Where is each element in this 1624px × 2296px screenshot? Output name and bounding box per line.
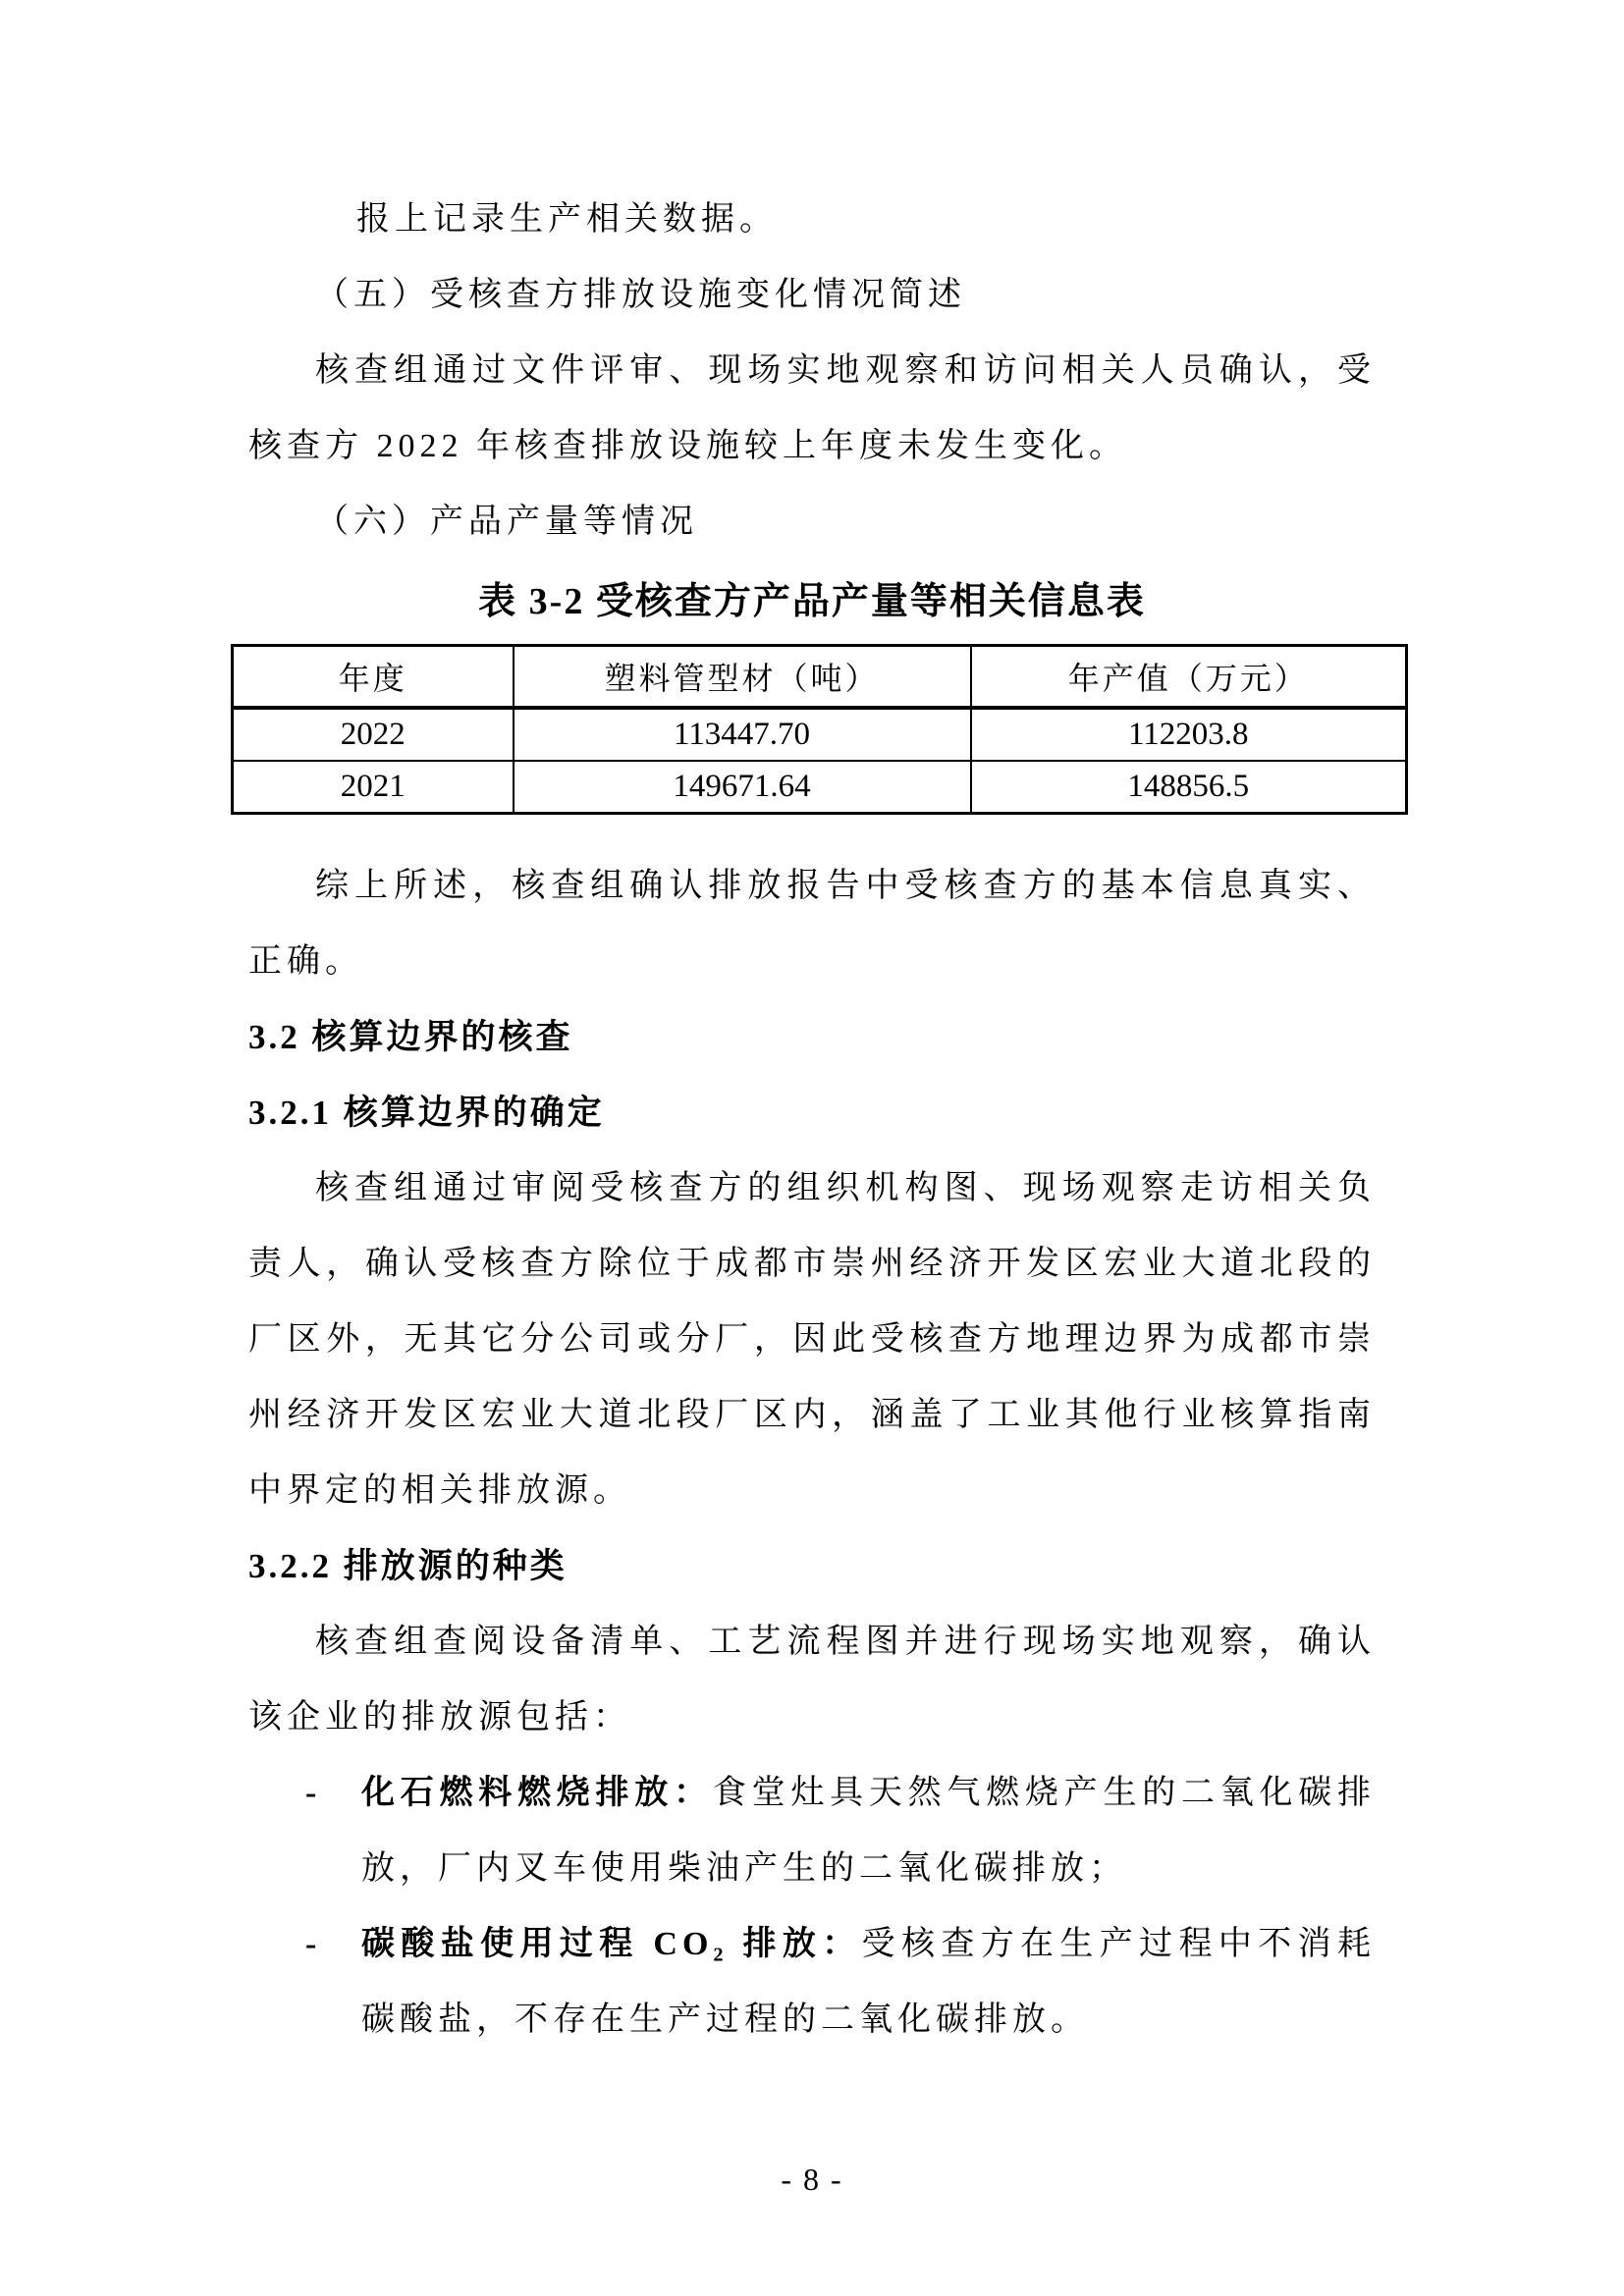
heading-3-2-2: 3.2.2 排放源的种类: [248, 1547, 568, 1585]
table-header-year: 年度: [233, 646, 514, 709]
cell-year-2021: 2021: [233, 761, 514, 814]
bullet-dash-icon: -: [305, 1926, 322, 1962]
heading-3-2: 3.2 核算边界的核查: [248, 1018, 573, 1056]
table-header-plastic-pipe: 塑料管型材（吨）: [514, 646, 971, 709]
paragraph-continuation: 报上记录生产相关数据。: [356, 201, 778, 238]
bullet-fossil-fuel-detail: 食堂灶具天然气燃烧产生的二氧化碳排放，厂内叉车使用柴油产生的二氧化碳排放；: [361, 1775, 1377, 1887]
cell-year-2022: 2022: [233, 708, 514, 761]
bullet-fossil-fuel: [248, 1755, 1376, 1906]
table-row-2022: [233, 708, 1407, 761]
page-number: - 8 -: [781, 2162, 843, 2197]
paragraph-summary: 综上所述，核查组确认排放报告中受核查方的基本信息真实、正确。: [248, 868, 1376, 980]
bullet-carbonate: [248, 1906, 1376, 2057]
paragraph-3-2-2: 核查组查阅设备清单、工艺流程图并进行现场实地观察，确认该企业的排放源包括：: [248, 1624, 1376, 1735]
table-3-2-title: 表 3-2 受核查方产品产量等相关信息表: [478, 581, 1146, 622]
heading-3-2-1: 3.2.1 核算边界的确定: [248, 1094, 605, 1132]
table-header-annual-output-value: 年产值（万元）: [971, 646, 1407, 709]
bullet-carbonate-lead: 碳酸盐使用过程 CO₂ 排放：: [361, 1926, 862, 1962]
bullet-fossil-fuel-lead: 化石燃料燃烧排放：: [361, 1775, 713, 1811]
cell-tonnage-2021: 149671.64: [514, 761, 971, 814]
bullet-carbonate-text: [361, 1906, 1376, 2057]
cell-value-2022: 112203.8: [971, 708, 1407, 761]
bullet-fossil-fuel-text: [361, 1755, 1376, 1906]
paragraph-section-5: 核查组通过文件评审、现场实地观察和访问相关人员确认，受核查方 2022 年核查排放设施较上年度未发生变化。: [248, 352, 1376, 464]
heading-section-5: （五）受核查方排放设施变化情况简述: [315, 277, 966, 313]
table-row-2021: [233, 761, 1407, 814]
bullet-dash-icon: -: [305, 1775, 322, 1811]
bullet-carbonate-detail: 受核查方在生产过程中不消耗碳酸盐，不存在生产过程的二氧化碳排放。: [361, 1926, 1376, 2038]
cell-value-2021: 148856.5: [971, 761, 1407, 814]
paragraph-3-2-1: 核查组通过审阅受核查方的组织机构图、现场观察走访相关负责人，确认受核查方除位于成都市崇州经济开发区宏业大道北段的厂区外，无其它分公司或分厂，因此受核查方地理边界为成都市崇州经济开发区宏业大道北段厂区内，涵盖了工业其他行业核算指南中界定的相关排放源。: [248, 1170, 1376, 1509]
table-3-2: [231, 644, 1408, 815]
table-header-row: [233, 646, 1407, 709]
cell-tonnage-2022: 113447.70: [514, 708, 971, 761]
heading-section-6: （六）产品产量等情况: [315, 504, 698, 540]
